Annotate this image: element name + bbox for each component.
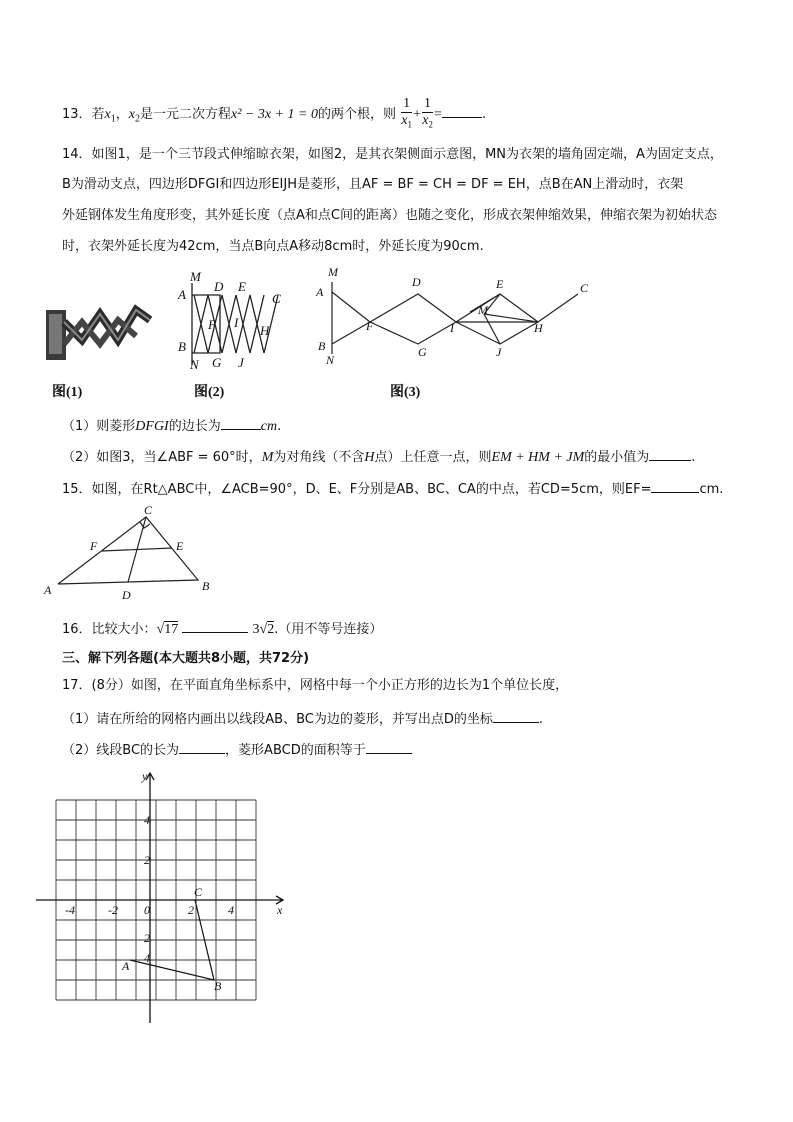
point-label-b: B	[214, 979, 222, 993]
q14-line3: 外延钢体发生角度形变，其外延长度（点A和点C间的距离）也随之变化，形成衣架伸缩效果，伸缩衣架为初始状态	[62, 208, 717, 223]
fig15-label-c: C	[144, 503, 153, 517]
y-tick-neg4: 4	[144, 951, 150, 965]
figure-3-diagram	[310, 264, 600, 372]
fig2-label-f: F	[208, 317, 216, 332]
fig3-label-m2: M	[478, 303, 488, 317]
fig3-label-b: B	[318, 339, 326, 353]
q16: 16．比较大小：√17 3√2.（用不等号连接）	[62, 619, 382, 639]
fig3-label-i: I	[450, 321, 454, 335]
x-tick-neg2: -2	[108, 903, 118, 917]
fig2-label-a: A	[178, 287, 186, 302]
fig3-label-e: E	[496, 277, 504, 291]
fig3-label-n: N	[326, 353, 335, 367]
x-tick-2: 2	[188, 903, 194, 917]
point-label-a: A	[122, 959, 130, 973]
q17-coordinate-grid	[30, 768, 300, 1030]
fraction-1: $\frac{1}{x_1}$	[401, 96, 412, 130]
fig3-label-g: G	[418, 345, 427, 359]
x-tick-4: 4	[228, 903, 234, 917]
q14-sub2: （2）如图3，当∠ABF = 60°时，M为对角线（不含H点）上任意一点，则EM + HM + JM的最小值为 .	[62, 447, 695, 467]
q17-sub2-area-blank[interactable]	[366, 740, 412, 754]
q15-answer-blank[interactable]	[651, 479, 699, 493]
x-axis-label: x	[277, 903, 283, 917]
sqrt-symbol-1: √	[156, 622, 165, 637]
section-3-heading: 三、解下列各题(本大题共8小题，共72分)	[62, 651, 310, 666]
figure-2-diagram	[172, 265, 287, 375]
fig15-label-b: B	[202, 579, 210, 593]
fig2-label-m: M	[190, 269, 201, 284]
sqrt-symbol-2: √	[259, 622, 268, 637]
fig3-label-m: M	[328, 265, 338, 279]
q13-answer-blank[interactable]	[442, 104, 482, 118]
q14-line4: 时，衣架外延长度为42cm，当点B向点A移动8cm时，外延长度为90cm.	[62, 239, 484, 254]
q14-sub1-answer-blank[interactable]	[221, 416, 261, 430]
fig2-label-e: E	[238, 279, 246, 294]
x1-var: x	[104, 106, 111, 122]
fig15-label-a: A	[44, 583, 52, 597]
q15: 15．如图，在Rt△ABC中，∠ACB=90°，D、E、F分别是AB、BC、CA的中点，若CD=5cm，则EF= cm.	[62, 479, 723, 499]
fig3-label-c: C	[580, 281, 589, 295]
fig2-caption: 图(2)	[194, 385, 225, 400]
q17-sub1: （1）请在所给的网格内画出以线段AB、BC为边的菱形，并写出点D的坐标 .	[62, 709, 543, 729]
fig2-label-h: H	[260, 323, 270, 338]
q16-answer-blank[interactable]	[182, 619, 248, 633]
q17-sub1-answer-blank[interactable]	[493, 709, 539, 723]
figure-15-triangle	[40, 502, 220, 602]
fig2-label-j: J	[238, 355, 244, 370]
fig15-label-f: F	[90, 539, 98, 553]
fig3-label-h: H	[534, 321, 543, 335]
y-tick-2: 2	[144, 853, 150, 867]
fig2-label-c: C	[272, 291, 281, 306]
fig2-label-b: B	[178, 339, 186, 354]
figure-1-rack-photo	[44, 300, 154, 362]
y-tick-4: 4	[144, 813, 150, 827]
fig2-label-g: G	[212, 355, 222, 370]
point-label-c: C	[194, 885, 203, 899]
fig15-label-d: D	[122, 588, 131, 602]
fraction-2: $\frac{1}{x_2}$	[422, 96, 433, 130]
fig3-label-j: J	[496, 345, 502, 359]
q17-sub2-bc-blank[interactable]	[179, 740, 225, 754]
q17-line1: 17．(8分）如图，在平面直角坐标系中，网格中每一个小正方形的边长为1个单位长度，	[62, 678, 569, 693]
y-axis-label: y	[142, 769, 148, 783]
fig2-label-i: I	[234, 315, 239, 330]
fig1-caption: 图(1)	[52, 385, 83, 400]
fig15-label-e: E	[176, 539, 184, 553]
q14-sub1: （1）则菱形DFGI的边长为 cm.	[62, 416, 281, 436]
q14-line2: B为滑动支点，四边形DFGI和四边形EIJH是菱形，且AF = BF = CH = DF = EH，点B在AN上滑动时，衣架	[62, 177, 684, 192]
q13: 13．若$x_1$，$x_2$是一元二次方程x² − 3x + 1 = 0的两个根，则 $\frac{1}{x_1}$ + $\frac{1}{x_2}$ = .	[62, 96, 486, 133]
fig3-label-f: F	[366, 319, 374, 333]
fig3-label-d: D	[412, 275, 421, 289]
q14-sub2-answer-blank[interactable]	[649, 447, 691, 461]
y-tick-neg2: 2	[144, 931, 150, 945]
fig3-caption: 图(3)	[390, 385, 421, 400]
fig3-label-a: A	[316, 285, 324, 299]
x-tick-0: 0	[144, 903, 150, 917]
q14-line1: 14．如图1，是一个三节段式伸缩晾衣架，如图2，是其衣架侧面示意图，MN为衣架的墙角固定端，A为固定支点，	[62, 147, 723, 162]
equation: x² − 3x + 1 = 0	[231, 106, 318, 122]
fig2-label-n: N	[190, 357, 199, 372]
q17-sub2: （2）线段BC的长为 ，菱形ABCD的面积等于	[62, 740, 412, 760]
x-tick-neg4: -4	[65, 903, 75, 917]
x2-var: x	[128, 106, 135, 122]
fig2-label-d: D	[214, 279, 224, 294]
